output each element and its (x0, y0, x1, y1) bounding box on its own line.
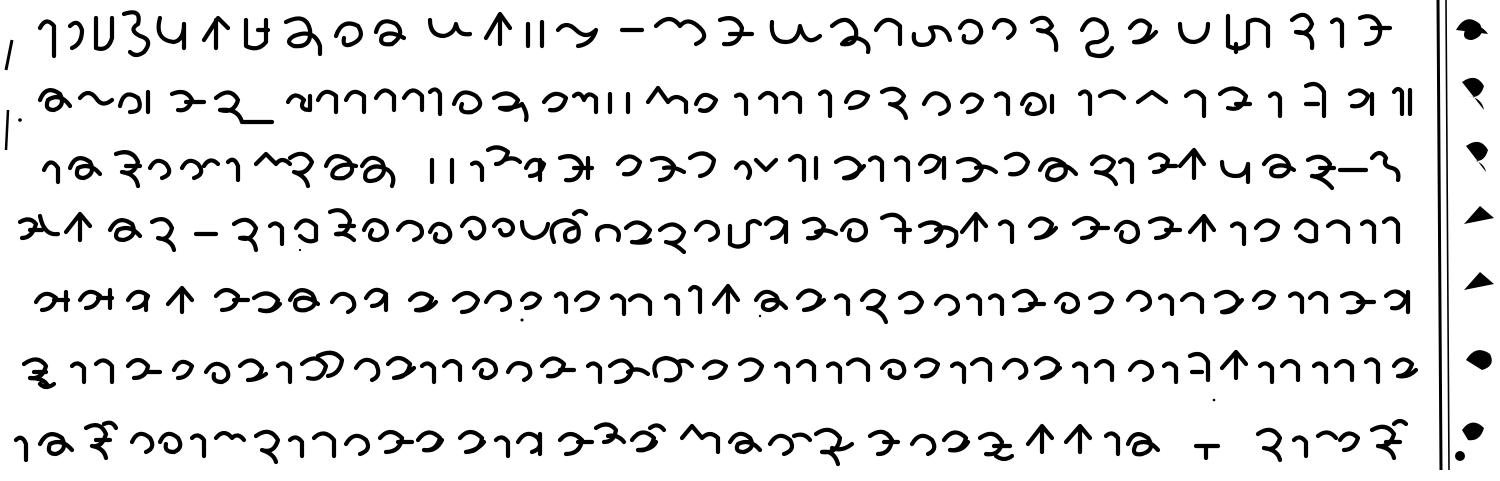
margin-rule (6, 0, 1449, 470)
margin-glyph-4 (1464, 206, 1494, 224)
manuscript-line-1 (40, 12, 1390, 56)
manuscript-line-7 (16, 421, 1406, 464)
manuscript-line-4 (20, 210, 1398, 252)
manuscript-line-3 (44, 147, 1398, 188)
main-text-block (16, 12, 1416, 464)
margin-glyph-7 (1462, 422, 1492, 440)
margin-glyph-5 (1464, 272, 1494, 298)
manuscript-line-6 (24, 352, 1416, 387)
margin-column (1456, 19, 1494, 440)
margin-glyph-2 (1462, 78, 1484, 110)
manuscript-line-2 (40, 84, 1410, 122)
margin-glyph-3 (1466, 142, 1488, 172)
manuscript-line-5 (36, 286, 1408, 322)
margin-glyph-1 (1456, 19, 1488, 40)
margin-glyph-6 (1466, 346, 1492, 370)
